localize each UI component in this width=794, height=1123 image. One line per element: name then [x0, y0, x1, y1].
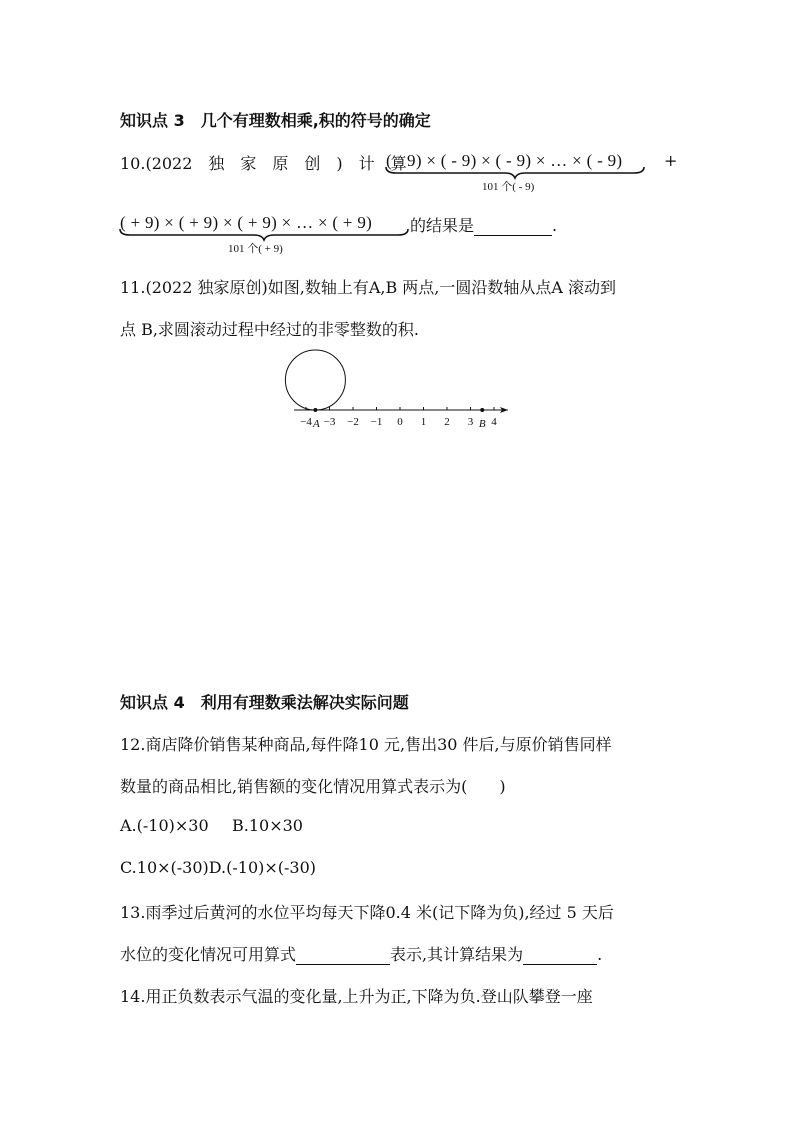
point-a [313, 408, 317, 412]
tick-label: −1 [370, 416, 383, 428]
q13-result-blank[interactable] [523, 948, 597, 965]
q13-text-b: 表示,其计算结果为 [390, 945, 524, 964]
q10-plus-sign: + [664, 151, 678, 170]
number-line-figure [280, 346, 520, 432]
q12-options-c-d: C.10×(-30)D.(-10)×(-30) [120, 858, 317, 877]
q14-line-1: 14.用正负数表示气温的变化量,上升为正,下降为负.登山队攀登一座 [120, 987, 593, 1006]
rolling-circle [285, 350, 345, 410]
q13-period: . [597, 945, 603, 964]
point-b-label: B [478, 418, 486, 430]
section-heading-3: 知识点 3 几个有理数相乘,积的符号的确定 [120, 111, 431, 130]
tick-label: 0 [397, 416, 403, 428]
q10-period: . [552, 216, 558, 235]
q11-line-2: 点 B,求圆滚动过程中经过的非零整数的积. [120, 320, 420, 339]
point-b [480, 408, 484, 412]
q10-result-text: 的结果是 [410, 216, 475, 235]
q12-line-1: 12.商店降价销售某种商品,每件降10 元,售出30 件后,与原价销售同样 [120, 735, 612, 754]
q13-line-2 [120, 942, 602, 965]
q10-expression-2: ( + 9) × ( + 9) × ( + 9) × … × ( + 9) [120, 213, 373, 232]
q10-brace-label-2: 101 个( + 9) [228, 243, 283, 255]
tick-label: −4 [300, 416, 312, 428]
q10-answer-blank[interactable] [474, 219, 552, 236]
q10-brace-label-1: 101 个( - 9) [482, 181, 535, 193]
point-a-label: A [313, 418, 320, 430]
tick-label: 2 [444, 416, 450, 428]
tick-label: −3 [323, 416, 336, 428]
tick-label: 4 [491, 416, 497, 428]
tick-label: −2 [347, 416, 359, 428]
q13-text-a: 水位的变化情况可用算式 [120, 945, 297, 964]
q12-line-2: 数量的商品相比,销售额的变化情况用算式表示为( ) [120, 777, 506, 796]
q10-prefix: 10.(2022 独 家 原 创 ) 计 算 [120, 154, 407, 173]
q13-line-1: 13.雨季过后黄河的水位平均每天下降0.4 米(记下降为负),经过 5 天后 [120, 903, 614, 922]
q11-line-1: 11.(2022 独家原创)如图,数轴上有A,B 两点,一圆沿数轴从点A 滚动到 [120, 278, 617, 297]
section-heading-4: 知识点 4 利用有理数乘法解决实际问题 [120, 693, 409, 712]
q10-suffix [410, 213, 557, 236]
tick-label: 3 [467, 416, 474, 428]
q13-expression-blank[interactable] [296, 948, 390, 965]
q10-expression-1: ( - 9) × ( - 9) × ( - 9) × … × ( - 9) [386, 151, 623, 170]
q12-option-b: B.10×30 [232, 816, 303, 835]
q12-option-a: A.(-10)×30 [120, 816, 209, 835]
tick-label: 1 [420, 416, 427, 428]
